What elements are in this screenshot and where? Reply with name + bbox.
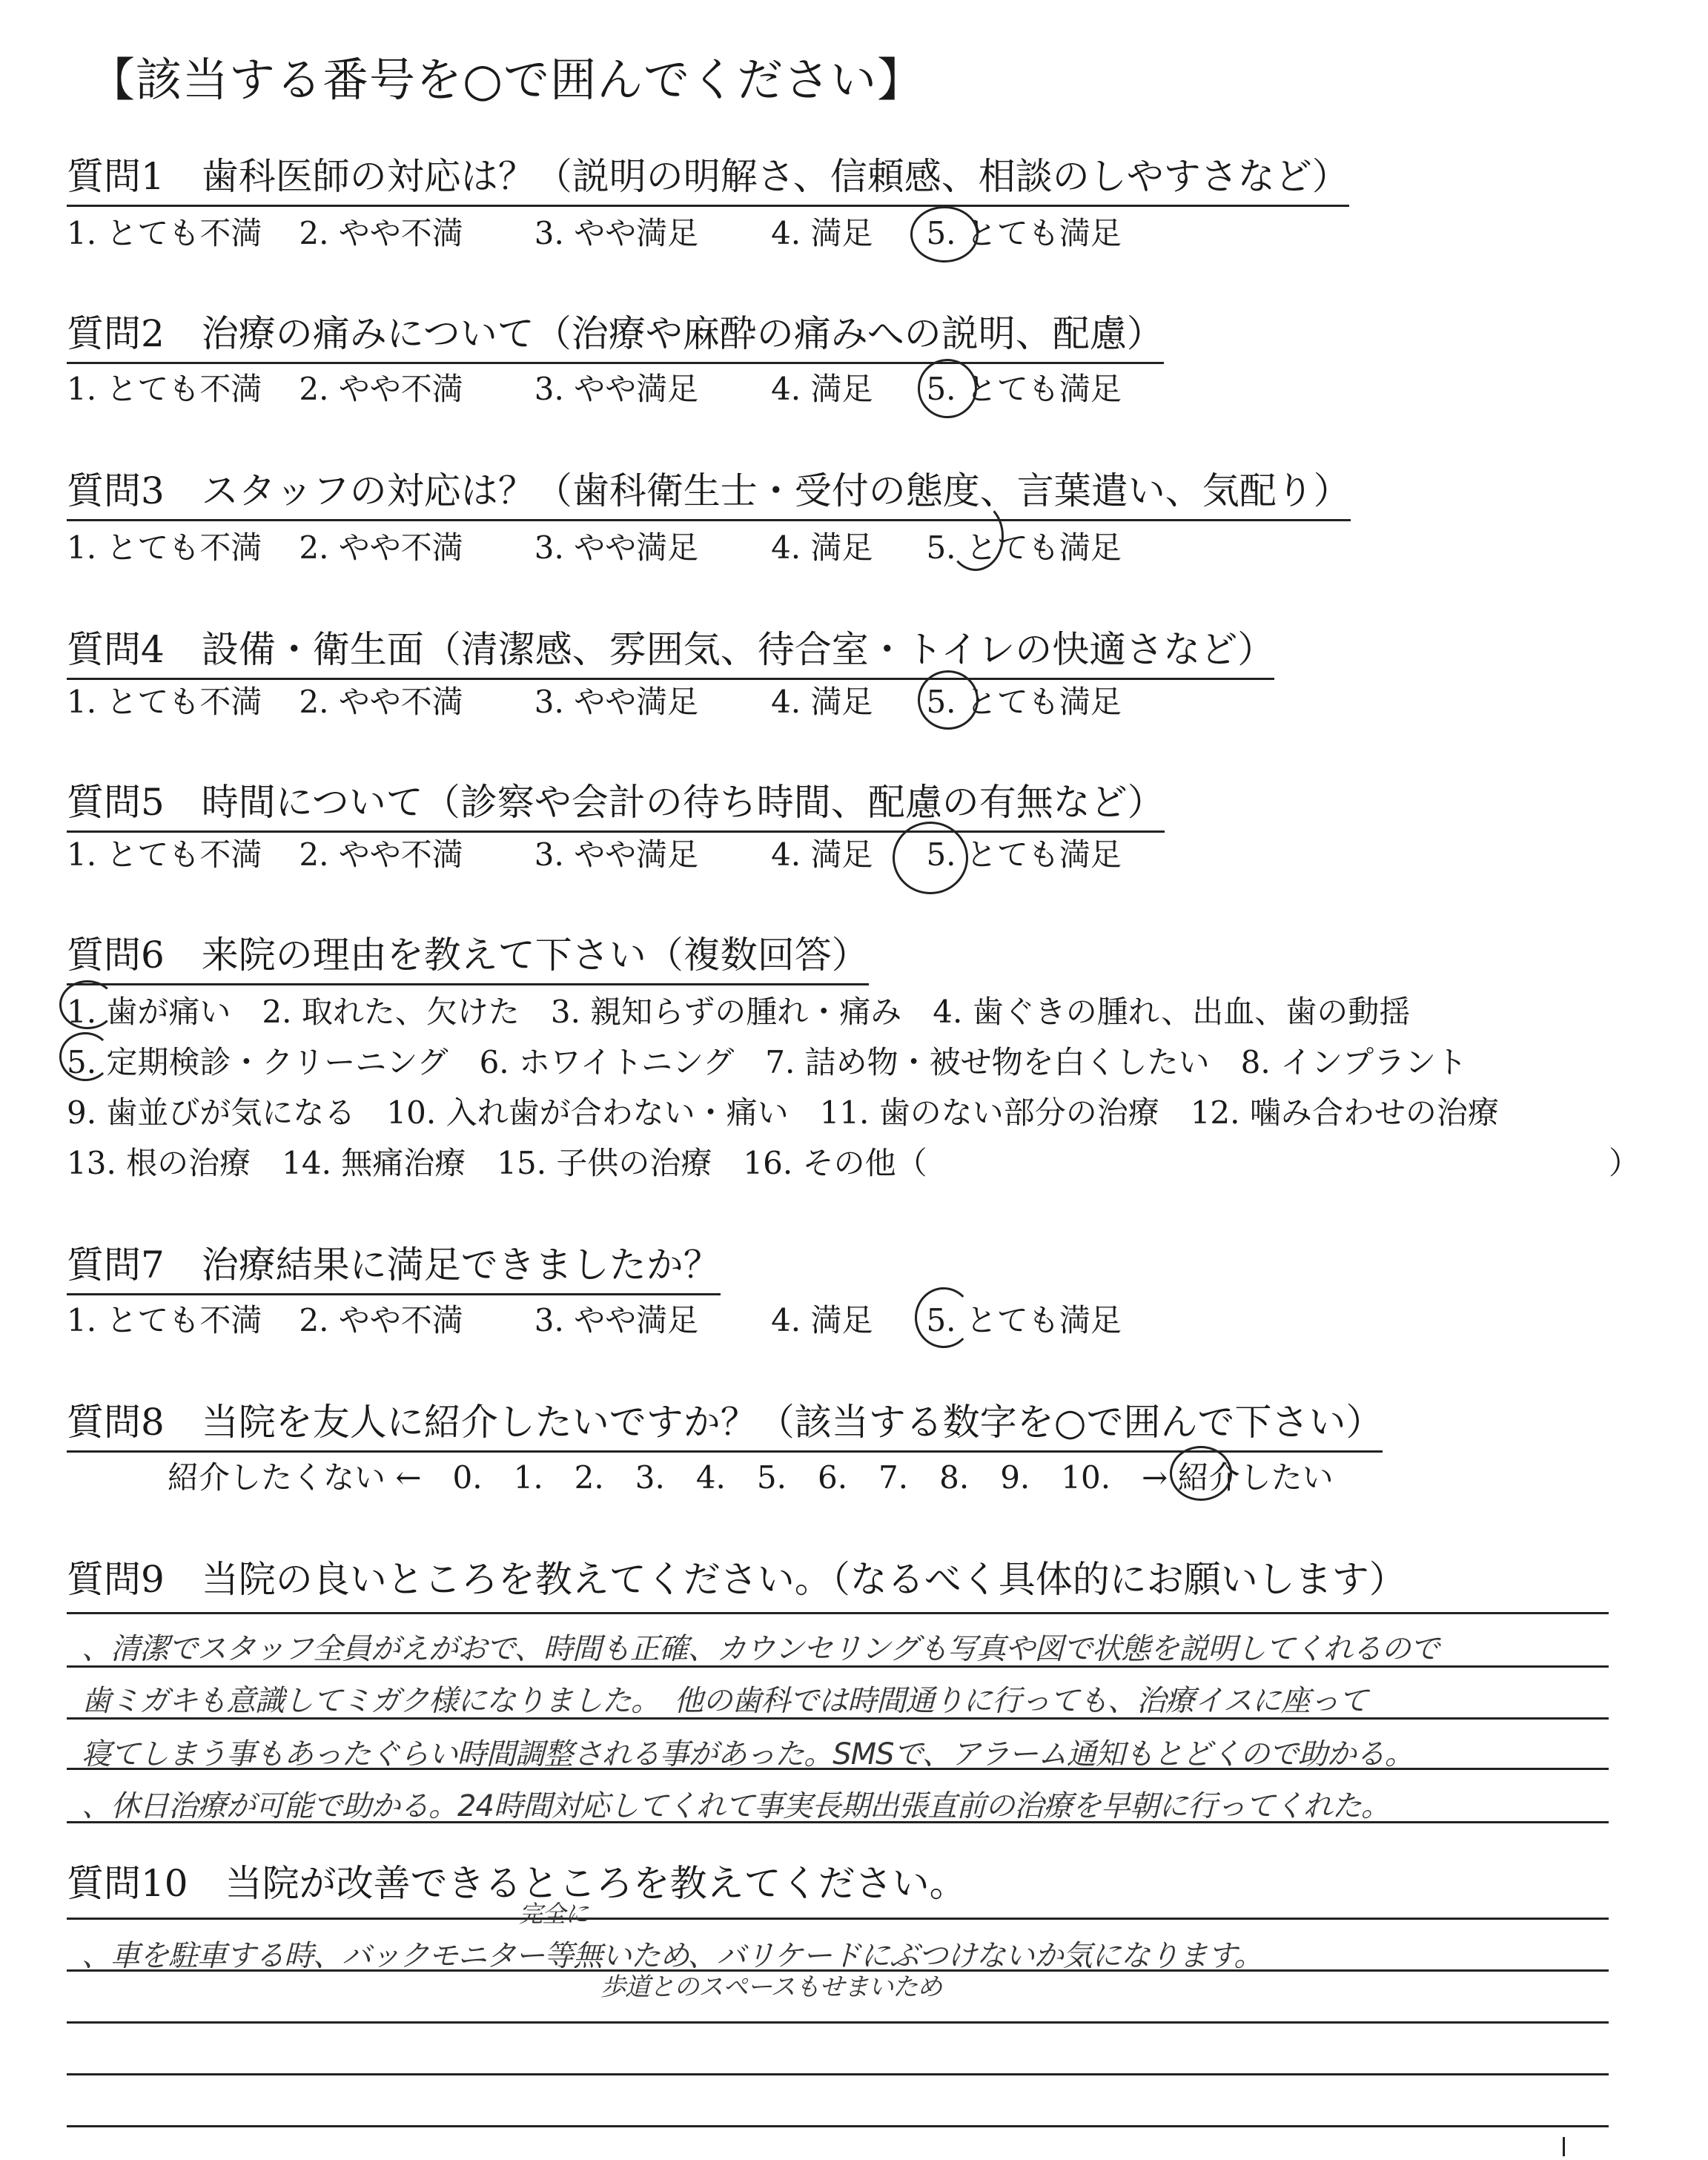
option-3[interactable]: 3. やや満足 (534, 215, 699, 251)
option-3[interactable]: 3. やや満足 (534, 684, 699, 720)
answer-line (67, 1918, 1609, 1920)
answer-text: 歯ミガキも意識してミガク様になりました。 他の歯科では時間通りに行っても、治療イスに座って (82, 1684, 1368, 1718)
question-2: 質問2 治療の痛みについて（治療や麻酔の痛みへの説明、配慮） (67, 304, 1164, 364)
option-2[interactable]: 2. やや不満 (299, 215, 463, 251)
question-1: 質問1 歯科医師の対応は？（説明の明解さ、信頼感、相談のしやすさなど） (67, 147, 1349, 207)
reason-row-3[interactable]: 9. 歯並びが気になる 10. 入れ歯が合わない・痛い 11. 歯のない部分の治療 12. 噛み合わせの治療 (67, 1094, 1499, 1131)
option-4[interactable]: 4. 満足 (771, 215, 873, 251)
question-9: 質問9 当院の良いところを教えてください。（なるべく具体的にお願いします） (67, 1558, 1406, 1601)
option-2[interactable]: 2. やや不満 (299, 1302, 463, 1338)
option-5[interactable]: 5. とても満足 (926, 1302, 1122, 1338)
option-5[interactable]: 5. とても満足 (926, 529, 1122, 566)
question-4: 質問4 設備・衛生面（清潔感、雰囲気、待合室・トイレの快適さなど） (67, 620, 1274, 680)
question-6: 質問6 来院の理由を教えて下さい（複数回答） (67, 925, 869, 985)
option-3[interactable]: 3. やや満足 (534, 529, 699, 566)
answer-line (67, 1612, 1609, 1614)
selection-circle (910, 206, 979, 262)
option-3[interactable]: 3. やや満足 (534, 371, 699, 407)
reason-other-label: 13. 根の治療 14. 無痛治療 15. 子供の治療 16. その他（ (67, 1145, 927, 1181)
option-4[interactable]: 4. 満足 (771, 371, 873, 407)
selection-circle (59, 1032, 111, 1081)
option-4[interactable]: 4. 満足 (771, 684, 873, 720)
answer-line (67, 1768, 1609, 1770)
option-1[interactable]: 1. とても不満 (67, 529, 262, 566)
selection-circle (918, 359, 977, 418)
question-5: 質問5 時間について（診察や会計の待ち時間、配慮の有無など） (67, 773, 1165, 833)
option-5[interactable]: 5. とても満足 (926, 215, 1122, 251)
inserted-note-above: 完全に (519, 1900, 589, 1928)
question-3: 質問3 スタッフの対応は？（歯科衛生士・受付の態度、言葉遣い、気配り） (67, 461, 1351, 521)
selection-circle (915, 1287, 973, 1348)
question-7: 質問7 治療結果に満足できましたか？ (67, 1235, 721, 1295)
option-1[interactable]: 1. とても不満 (67, 684, 262, 720)
answer-text: 寝てしまう事もあったぐらい時間調整される事があった。SMSで、アラーム通知もとどくので助かる。 (82, 1737, 1414, 1771)
selection-circle (1170, 1446, 1232, 1501)
option-2[interactable]: 2. やや不満 (299, 684, 463, 720)
option-2[interactable]: 2. やや不満 (299, 836, 463, 873)
answer-line (67, 1717, 1609, 1720)
page-title: 【該当する番号を○で囲んでください】 (89, 53, 924, 107)
selection-circle (918, 670, 979, 730)
inserted-note-below: 歩道とのスペースもせまいため (600, 1972, 942, 2002)
answer-line (67, 1821, 1609, 1823)
answer-line (67, 2073, 1609, 2075)
selection-circle (59, 980, 116, 1029)
option-5[interactable]: 5. とても満足 (926, 684, 1122, 720)
reason-row-4[interactable] (67, 1139, 927, 1183)
option-1[interactable]: 1. とても不満 (67, 836, 262, 873)
option-4[interactable]: 4. 満足 (771, 529, 873, 566)
option-2[interactable]: 2. やや不満 (299, 529, 463, 566)
question-10: 質問10 当院が改善できるところを教えてください。 (67, 1862, 967, 1905)
answer-line (67, 1665, 1609, 1668)
reason-row-2[interactable]: 5. 定期検診・クリーニング 6. ホワイトニング 7. 詰め物・被せ物を白くしたい 8. インプラント (67, 1044, 1468, 1080)
option-5[interactable]: 5. とても満足 (926, 371, 1122, 407)
recommend-scale[interactable]: 紹介したくない ← 0. 1. 2. 3. 4. 5. 6. 7. 8. 9. 10. → 紹介したい (168, 1459, 1334, 1496)
reason-row-1[interactable]: 1. 歯が痛い 2. 取れた、欠けた 3. 親知らずの腫れ・痛み 4. 歯ぐきの腫れ、出血、歯の動揺 (67, 994, 1411, 1030)
option-4[interactable]: 4. 満足 (771, 836, 873, 873)
pen-mark (1563, 2137, 1565, 2156)
option-5[interactable]: 5. とても満足 (926, 836, 1122, 873)
option-2[interactable]: 2. やや不満 (299, 371, 463, 407)
answer-line (67, 2021, 1609, 2024)
answer-text: 、清潔でスタッフ全員がえがおで、時間も正確、カウンセリングも写真や図で状態を説明してくれるので (82, 1632, 1439, 1666)
answer-text: 、車を駐車する時、バックモニター等無いため、バリケードにぶつけないか気になります。 (82, 1939, 1263, 1973)
selection-circle (947, 501, 1004, 571)
option-1[interactable]: 1. とても不満 (67, 371, 262, 407)
option-1[interactable]: 1. とても不満 (67, 1302, 262, 1338)
option-4[interactable]: 4. 満足 (771, 1302, 873, 1338)
answer-line (67, 2125, 1609, 2127)
answer-text: 、休日治療が可能で助かる。24時間対応してくれて事実長期出張直前の治療を早朝に行ってくれた。 (82, 1789, 1390, 1823)
selection-circle (893, 822, 968, 894)
option-3[interactable]: 3. やや満足 (534, 836, 699, 873)
question-8: 質問8 当院を友人に紹介したいですか？（該当する数字を○で囲んで下さい） (67, 1393, 1383, 1453)
option-3[interactable]: 3. やや満足 (534, 1302, 699, 1338)
reason-other-close: ） (1609, 1145, 1641, 1181)
option-1[interactable]: 1. とても不満 (67, 215, 262, 251)
